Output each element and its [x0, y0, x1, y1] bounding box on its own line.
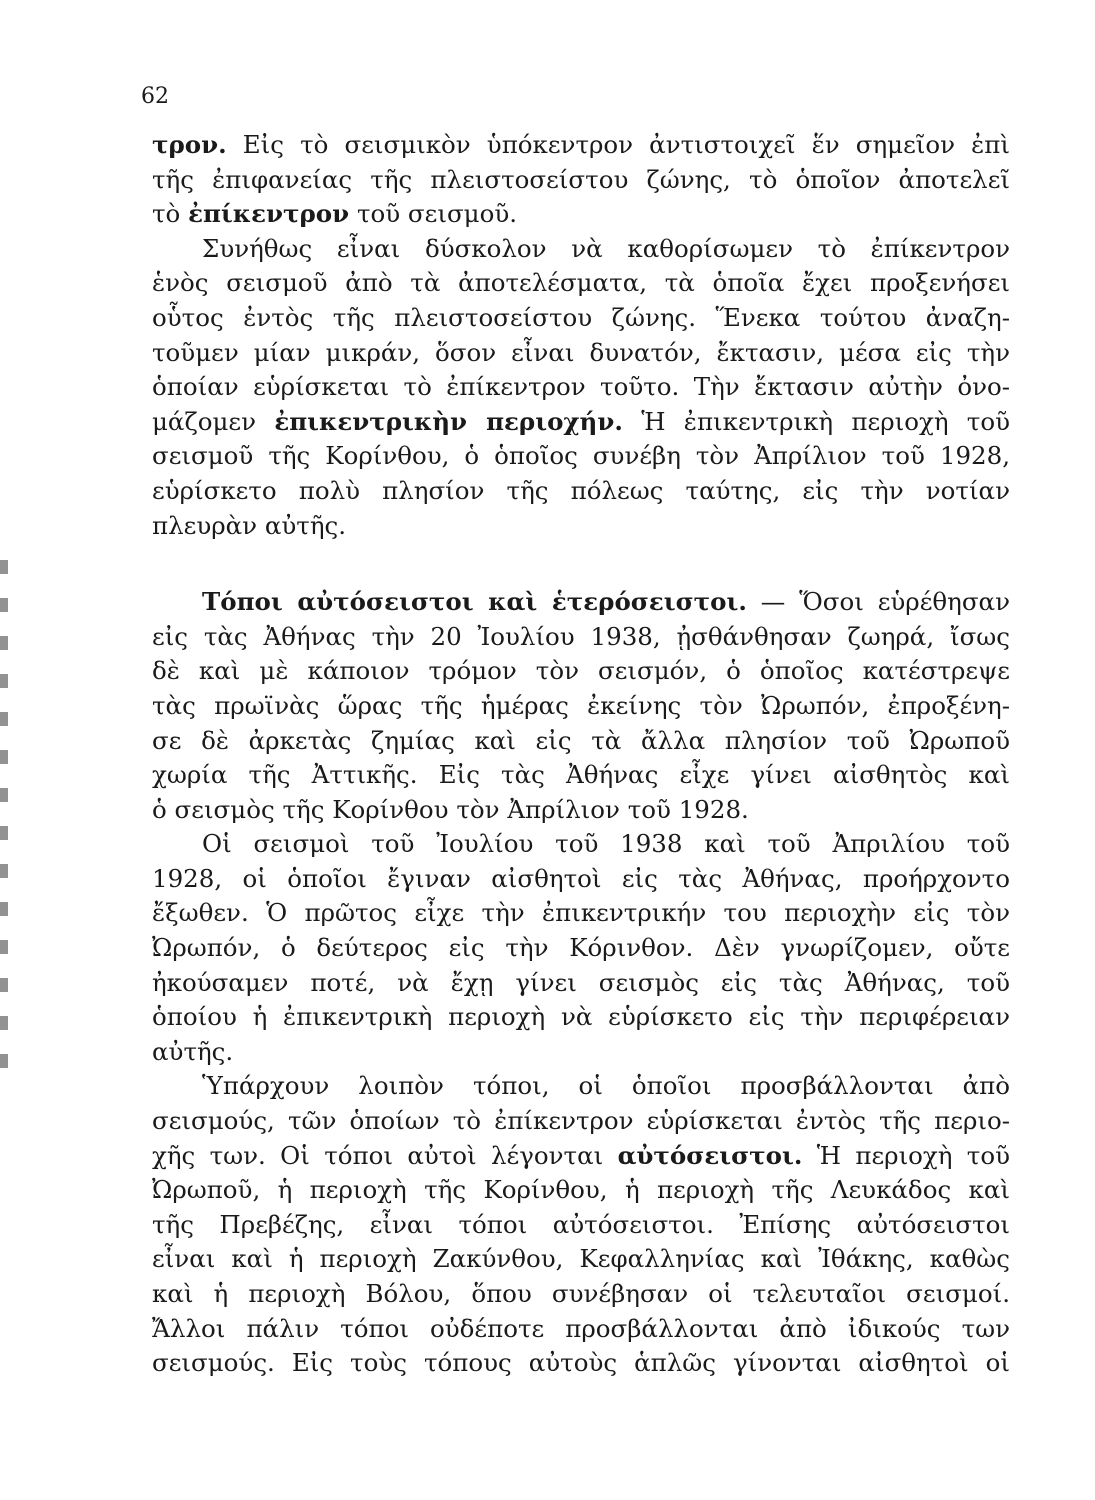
text-line: [152, 163, 1010, 198]
line-text: Ὑπάρχουν λοιπὸν τόποι, οἱ ὁποῖοι προσβάλλονται ἀπὸ: [202, 1071, 1010, 1101]
line-text: σεισμούς, τῶν ὁποίων τὸ ἐπίκεντρον εὑρίσκεται ἐντὸς τῆς περιο-: [152, 1106, 1010, 1136]
line-text: 1928, οἱ ὁποῖοι ἔγιναν αἰσθητοὶ εἰς τὰς Ἀθήνας, προήρχοντο: [152, 863, 1010, 893]
text-line: [152, 232, 1010, 267]
line-text: Ἡ περιοχὴ τοῦ: [802, 1140, 1010, 1170]
line-text: ἑνὸς σεισμοῦ ἀπὸ τὰ ἀποτελέσματα, τὰ ὁποῖα ἔχει προξενήσει: [152, 268, 1010, 298]
line-text: Ὠρωποῦ, ἡ περιοχὴ τῆς Κορίνθου, ἡ περιοχὴ τῆς Λευκάδος καὶ: [152, 1175, 1010, 1205]
line-text: τοῦ σεισμοῦ.: [349, 199, 518, 229]
bold-term: αὐτόσειστοι.: [617, 1140, 803, 1170]
line-text: εὑρίσκετο πολὺ πλησίον τῆς πόλεως ταύτης, εἰς τὴν νοτίαν: [152, 475, 1010, 505]
text-line: [152, 724, 1010, 759]
text-line: [152, 301, 1010, 336]
line-text: οὗτος ἐντὸς τῆς πλειστοσείστου ζώνης. Ἕνεκα τούτου ἀναζη-: [152, 302, 1010, 332]
text-line: [152, 620, 1010, 655]
line-text: δὲ καὶ μὲ κάποιον τρόμον τὸν σεισμόν, ὁ ὁποῖος κατέστρεψε: [152, 656, 1010, 686]
line-prefix: τὸ: [152, 199, 189, 229]
text-line: [152, 197, 1010, 232]
line-text: τῆς Πρεβέζης, εἶναι τόποι αὐτόσειστοι. Ἐπίσης αὐτόσειστοι: [152, 1209, 1010, 1239]
line-text: τῆς ἐπιφανείας τῆς πλειστοσείστου ζώνης, τὸ ὁποῖον ἀποτελεῖ: [152, 164, 1010, 194]
text-line: [152, 405, 1010, 440]
line-text: ὁποίου ἡ ἐπικεντρικὴ περιοχὴ νὰ εὑρίσκετο εἰς τὴν περιφέρειαν: [152, 1002, 1010, 1032]
bold-term: Τόποι αὐτόσειστοι καὶ ἑτερόσειστοι.: [202, 587, 747, 617]
bold-term: ἐπικεντρικὴν περιοχήν.: [274, 406, 623, 436]
text-line: [152, 336, 1010, 371]
bold-term: ἐπίκεντρον: [188, 199, 350, 229]
line-text: αὐτῆς.: [152, 1036, 234, 1066]
text-line: [152, 1242, 1010, 1277]
paragraph: [152, 585, 1010, 827]
section-gap: [152, 543, 1010, 585]
text-line: [152, 128, 1010, 163]
text-line: [152, 1000, 1010, 1035]
text-line: [152, 654, 1010, 689]
paragraph: [152, 1069, 1010, 1380]
line-text: ὁ σεισμὸς τῆς Κορίνθου τὸν Ἀπρίλιον τοῦ 1928.: [152, 794, 749, 824]
page-number: 62: [141, 84, 169, 109]
line-text: τοῦμεν μίαν μικράν, ὅσον εἶναι δυνατόν, ἔκτασιν, μέσα εἰς τὴν: [152, 337, 1010, 367]
bold-term: τρον.: [152, 130, 227, 159]
text-line: [152, 439, 1010, 474]
paragraph: [152, 128, 1010, 232]
text-line: [152, 509, 1010, 544]
text-line: [152, 266, 1010, 301]
line-prefix: χῆς των. Οἱ τόποι αὐτοὶ λέγονται: [152, 1140, 618, 1170]
text-line: [152, 474, 1010, 509]
line-text: ἔξωθεν. Ὁ πρῶτος εἶχε τὴν ἐπικεντρικήν του περιοχὴν εἰς τὸν: [152, 898, 1010, 928]
line-text: Ἡ ἐπικεντρικὴ περιοχὴ τοῦ: [622, 406, 1010, 436]
line-text: σεισμοῦ τῆς Κορίνθου, ὁ ὁποῖος συνέβη τὸν Ἀπρίλιον τοῦ 1928,: [152, 441, 1010, 471]
line-text: τὰς πρωϊνὰς ὥρας τῆς ἡμέρας ἐκείνης τὸν Ὠρωπόν, ἐπροξένη-: [152, 690, 1010, 720]
text-line: [152, 793, 1010, 828]
line-text: εἰς τὰς Ἀθήνας τὴν 20 Ἰουλίου 1938, ᾐσθάνθησαν ζωηρά, ἴσως: [152, 621, 1010, 651]
paragraph: [152, 827, 1010, 1069]
line-text: Συνήθως εἶναι δύσκολον νὰ καθορίσωμεν τὸ ἐπίκεντρον: [202, 233, 1010, 263]
body-text: [152, 128, 1010, 1381]
line-text: — Ὅσοι εὑρέθησαν: [746, 587, 1010, 617]
line-text: καὶ ἡ περιοχὴ Βόλου, ὅπου συνέβησαν οἱ τελευταῖοι σεισμοί.: [152, 1279, 1010, 1308]
line-text: Εἰς τὸ σεισμικὸν ὑπόκεντρον ἀντιστοιχεῖ ἕν σημεῖον ἐπὶ: [226, 130, 1010, 159]
text-line: [152, 827, 1010, 862]
text-line: [152, 966, 1010, 1001]
binding-edge-marks: [0, 560, 8, 1080]
text-line: [152, 1346, 1010, 1381]
text-line: [152, 862, 1010, 897]
line-text: σεισμούς. Εἰς τοὺς τόπους αὐτοὺς ἁπλῶς γίνονται αἰσθητοὶ οἱ: [152, 1348, 1010, 1378]
line-text: σε δὲ ἀρκετὰς ζημίας καὶ εἰς τὰ ἄλλα πλησίον τοῦ Ὠρωποῦ: [152, 725, 1010, 755]
text-line: [152, 689, 1010, 724]
text-line: [152, 896, 1010, 931]
text-line: [152, 1104, 1010, 1139]
text-line: [152, 1035, 1010, 1070]
line-text: Οἱ σεισμοὶ τοῦ Ἰουλίου τοῦ 1938 καὶ τοῦ Ἀπριλίου τοῦ: [202, 829, 1010, 859]
line-text: εἶναι καὶ ἡ περιοχὴ Ζακύνθου, Κεφαλληνίας καὶ Ἰθάκης, καθὼς: [152, 1244, 1010, 1274]
text-line: [152, 1173, 1010, 1208]
line-text: χωρία τῆς Ἀττικῆς. Εἰς τὰς Ἀθήνας εἶχε γίνει αἰσθητὸς καὶ: [152, 760, 1010, 790]
text-line: [152, 1277, 1010, 1312]
text-line: [152, 370, 1010, 405]
line-prefix: μάζομεν: [152, 406, 275, 436]
text-line: [152, 585, 1010, 620]
line-text: ὁποίαν εὑρίσκεται τὸ ἐπίκεντρον τοῦτο. Τὴν ἔκτασιν αὐτὴν ὀνο-: [152, 372, 1010, 402]
line-text: Ἄλλοι πάλιν τόποι οὐδέποτε προσβάλλονται ἀπὸ ἰδικούς των: [152, 1313, 1010, 1343]
text-line: [152, 1069, 1010, 1104]
text-line: [152, 1208, 1010, 1243]
line-text: ἠκούσαμεν ποτέ, νὰ ἔχῃ γίνει σεισμὸς εἰς τὰς Ἀθήνας, τοῦ: [152, 967, 1010, 997]
line-text: πλευρὰν αὐτῆς.: [152, 510, 347, 540]
text-line: [152, 758, 1010, 793]
paragraph: [152, 232, 1010, 543]
text-line: [152, 1312, 1010, 1347]
line-text: Ὠρωπόν, ὁ δεύτερος εἰς τὴν Κόρινθον. Δὲν γνωρίζομεν, οὔτε: [152, 933, 1010, 963]
text-line: [152, 1139, 1010, 1174]
text-line: [152, 931, 1010, 966]
